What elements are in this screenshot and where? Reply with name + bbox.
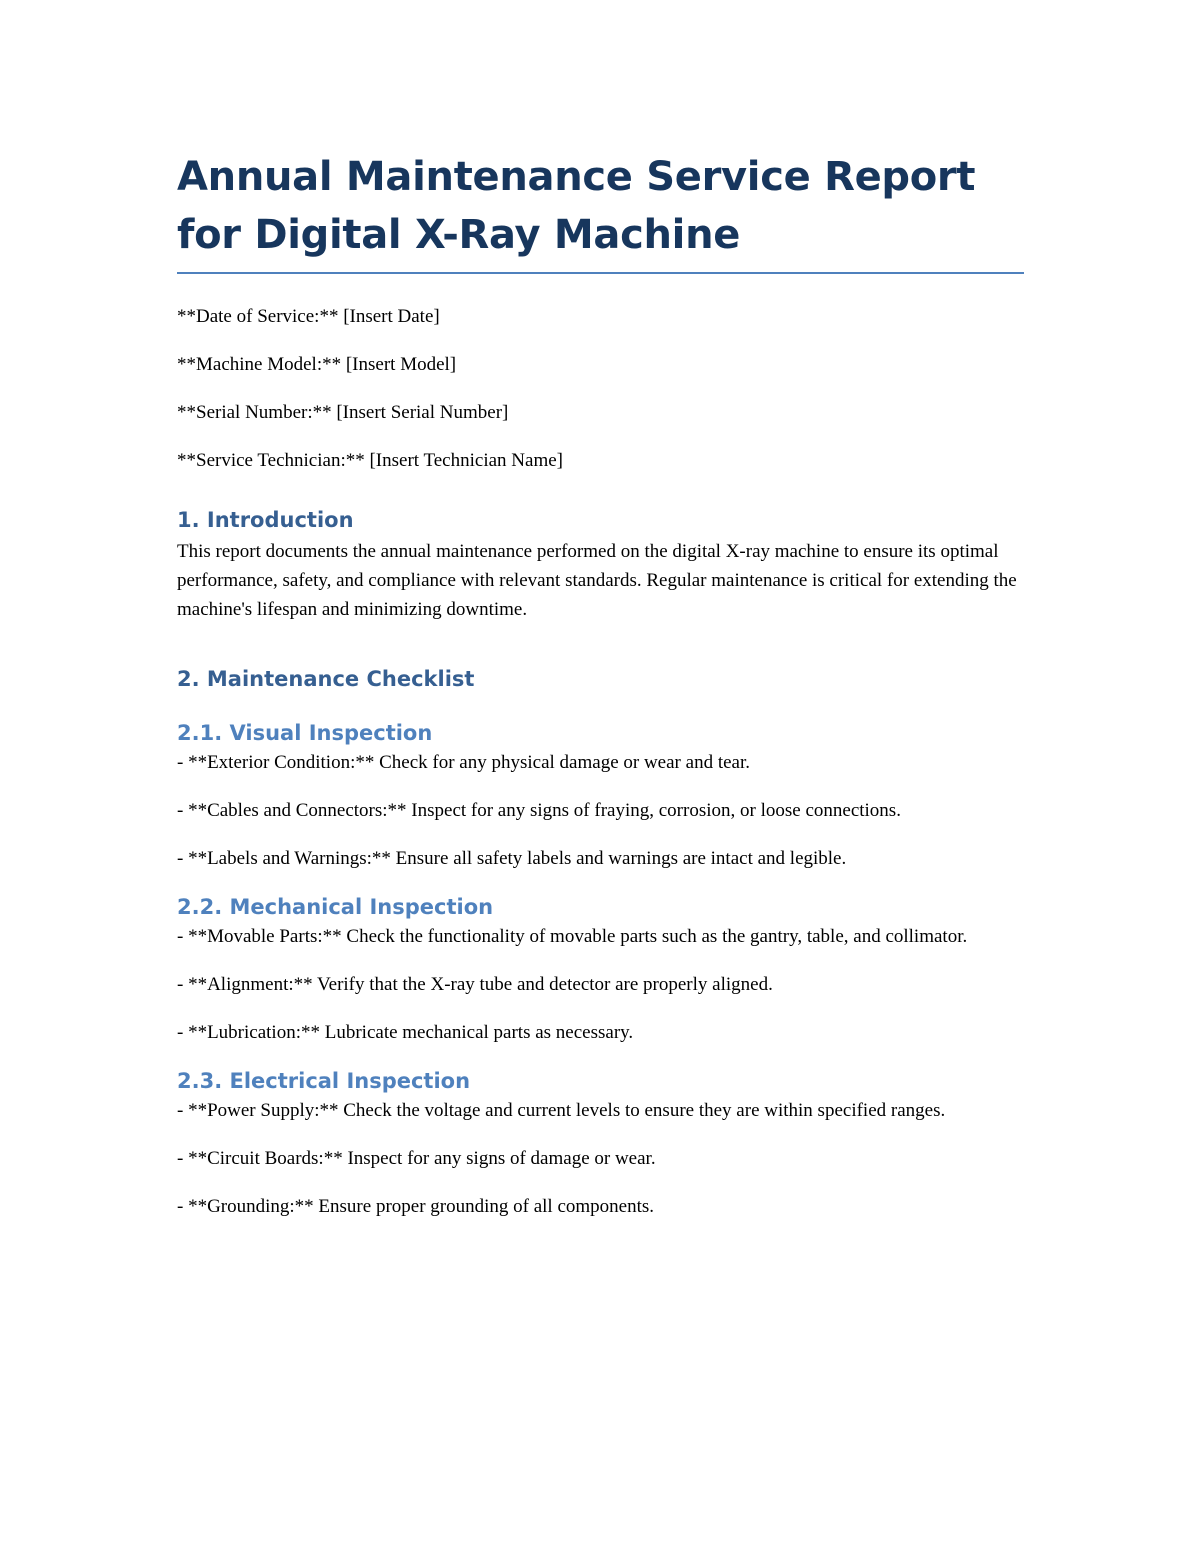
subsection-mechanical-inspection	[177, 892, 1024, 1047]
document-content	[177, 148, 1024, 1240]
service-meta	[177, 302, 1024, 475]
meta-machine-model: **Machine Model:** [Insert Model]	[177, 354, 457, 375]
mechanical-inspection-heading: 2.2. Mechanical Inspection	[177, 895, 494, 919]
checklist-heading: 2. Maintenance Checklist	[177, 667, 475, 691]
list-item: - **Alignment:** Verify that the X-ray tube and detector are properly aligned.	[177, 974, 773, 995]
list-item: - **Movable Parts:** Check the functionality of movable parts such as the gantry, table, and collimator.	[177, 926, 968, 947]
document-title: Annual Maintenance Service Report for Digital X-Ray Machine	[177, 148, 1024, 274]
list-item: - **Lubrication:** Lubricate mechanical parts as necessary.	[177, 1022, 634, 1043]
list-item: - **Circuit Boards:** Inspect for any signs of damage or wear.	[177, 1148, 656, 1169]
introduction-heading: 1. Introduction	[177, 508, 354, 532]
list-item: - **Cables and Connectors:** Inspect for any signs of fraying, corrosion, or loose connections.	[177, 800, 901, 821]
list-item: - **Labels and Warnings:** Ensure all safety labels and warnings are intact and legible.	[177, 848, 847, 869]
meta-date-of-service: **Date of Service:** [Insert Date]	[177, 306, 440, 327]
introduction-text: This report documents the annual maintenance performed on the digital X-ray machine to ensure its optimal performance, safety, and compliance with relevant standards. Regular maintenance is critical for extending the machine's lifespan and minimizing downtime.	[177, 541, 1017, 620]
list-item: - **Exterior Condition:** Check for any physical damage or wear and tear.	[177, 752, 750, 773]
section-maintenance-checklist	[177, 664, 1024, 1221]
list-item: - **Power Supply:** Check the voltage and current levels to ensure they are within specified ranges.	[177, 1100, 946, 1121]
list-item: - **Grounding:** Ensure proper grounding of all components.	[177, 1196, 655, 1217]
section-introduction	[177, 505, 1024, 624]
electrical-inspection-heading: 2.3. Electrical Inspection	[177, 1069, 471, 1093]
subsection-electrical-inspection	[177, 1066, 1024, 1221]
meta-service-technician: **Service Technician:** [Insert Technician Name]	[177, 450, 563, 471]
visual-inspection-heading: 2.1. Visual Inspection	[177, 721, 433, 745]
meta-serial-number: **Serial Number:** [Insert Serial Number]	[177, 402, 509, 423]
subsection-visual-inspection	[177, 718, 1024, 873]
